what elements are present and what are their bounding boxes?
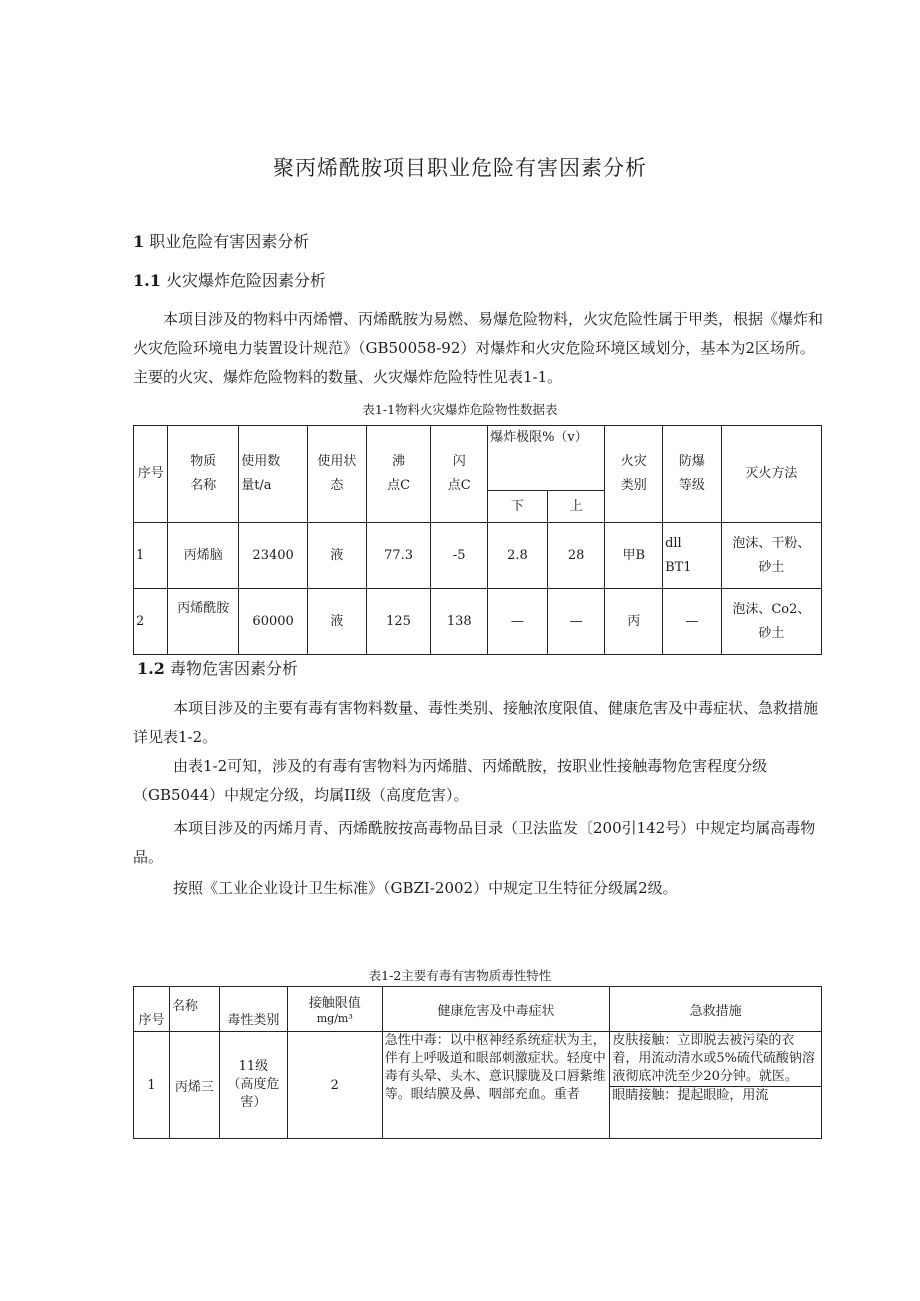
header-extinguish: 灭火方法 — [721, 426, 821, 523]
header-seq: 序号 — [134, 987, 170, 1032]
cell-state: 液 — [308, 589, 367, 655]
section-1-1-heading: 1.1 火灾爆炸危险因素分析 — [133, 271, 326, 290]
cell-seq: 1 — [134, 1032, 170, 1139]
header-amount: 使用数 量t/a — [239, 426, 308, 523]
cell-name: 丙烯脑 — [168, 523, 239, 589]
header-limit: 接触限值 mg/m³ — [287, 987, 382, 1032]
section-1-1-paragraph: 本项目涉及的物料中丙烯懵、丙烯酰胺为易燃、易爆危险物料，火灾危险性属于甲类，根据《爆炸和火灾危险环境电力装置设计规范》（GB50058-92）对爆炸和火灾危险环境区域划分，基本为2区场所。主要的火灾、爆炸危险物料的数量、火灾爆炸危险特性见表1-1。 — [133, 310, 824, 386]
table-2-caption: 表1-2主要有毒有害物质毒性特性 — [368, 968, 552, 983]
cell-name: 丙烯三 — [169, 1032, 219, 1139]
header-seq: 序号 — [134, 426, 168, 523]
header-explosion-grade: 防爆 等级 — [663, 426, 722, 523]
cell-flash-point: 138 — [431, 589, 488, 655]
header-state: 使用状 态 — [308, 426, 367, 523]
page-title: 聚丙烯酰胺项目职业危险有害因素分析 — [273, 156, 647, 180]
header-upper: 上 — [547, 491, 605, 523]
section-1-2-paragraph-2: 由表1-2可知，涉及的有毒有害物料为丙烯腊、丙烯酰胺，按职业性接触毒物危害程度分级（GB5044）中规定分级，均属II级（高度危害）。 — [133, 757, 768, 804]
header-name: 名称 — [169, 987, 219, 1032]
cell-seq: 2 — [134, 589, 168, 655]
cell-boiling-point: 125 — [366, 589, 431, 655]
cell-extinguish: 泡沫、Co2、 砂土 — [721, 589, 821, 655]
table-row — [134, 523, 822, 589]
cell-fire-class: 甲B — [605, 523, 663, 589]
cell-boiling-point: 77.3 — [366, 523, 431, 589]
cell-fire-class: 丙 — [605, 589, 663, 655]
header-flash-point: 闪 点C — [431, 426, 488, 523]
cell-aid: 皮肤接触：立即脱去被污染的衣着，用流动清水或5%硫代硫酸钠溶液彻底冲洗至少20分钟。就医。 眼睛接触：提起眼睑，用流 — [610, 1032, 822, 1139]
cell-health: 急性中毒：以中枢神经系统症状为主，伴有上呼吸道和眼部刺激症状。轻度中毒有头晕、头木、意识朦胧及口唇紫维等。眼结膜及鼻、咽部充血。重者 — [382, 1032, 610, 1139]
section-1-heading: 1 职业危险有害因素分析 — [133, 232, 310, 251]
header-lower: 下 — [488, 491, 548, 523]
header-tox: 毒性类别 — [219, 987, 287, 1032]
header-boiling-point: 沸 点C — [366, 426, 431, 523]
section-1-2-paragraph-4: 按照《工业企业设计卫生标准》（GBZI-2002）中规定卫生特征分级属2级。 — [173, 879, 678, 897]
cell-extinguish: 泡沫、干粉、 砂土 — [721, 523, 821, 589]
cell-name: 丙烯酰胺 — [168, 589, 239, 655]
cell-amount: 23400 — [239, 523, 308, 589]
table-row — [134, 589, 822, 655]
header-fire-class: 火灾 类别 — [605, 426, 663, 523]
section-1-2-paragraph-1: 本项目涉及的主要有毒有害物料数量、毒性类别、接触浓度限值、健康危害及中毒症状、急救措施详见表1-2。 — [133, 699, 819, 746]
cell-upper: — — [547, 589, 605, 655]
header-explosion-limit: 爆炸极限%（v） — [488, 426, 605, 491]
cell-amount: 60000 — [239, 589, 308, 655]
section-1-2-heading: 1.2 毒物危害因素分析 — [137, 659, 298, 678]
cell-state: 液 — [308, 523, 367, 589]
header-aid: 急救措施 — [610, 987, 822, 1032]
header-name: 物质 名称 — [168, 426, 239, 523]
cell-upper: 28 — [547, 523, 605, 589]
table-2 — [133, 986, 822, 1139]
cell-seq: 1 — [134, 523, 168, 589]
section-1-2-paragraph-3: 本项目涉及的丙烯月青、丙烯酰胺按高毒物品目录（卫法监发〔200引142号）中规定均属高毒物品。 — [133, 819, 816, 866]
cell-explosion-grade: — — [663, 589, 722, 655]
cell-flash-point: -5 — [431, 523, 488, 589]
cell-tox: 11级 （高度危 害） — [219, 1032, 287, 1139]
table-row — [134, 1032, 822, 1139]
cell-limit: 2 — [287, 1032, 382, 1139]
cell-lower: — — [488, 589, 548, 655]
cell-lower: 2.8 — [488, 523, 548, 589]
cell-explosion-grade: dll BT1 — [663, 523, 722, 589]
table-1 — [133, 425, 822, 655]
header-health: 健康危害及中毒症状 — [382, 987, 610, 1032]
table-1-caption: 表1-1物料火灾爆炸危险物性数据表 — [362, 402, 558, 417]
